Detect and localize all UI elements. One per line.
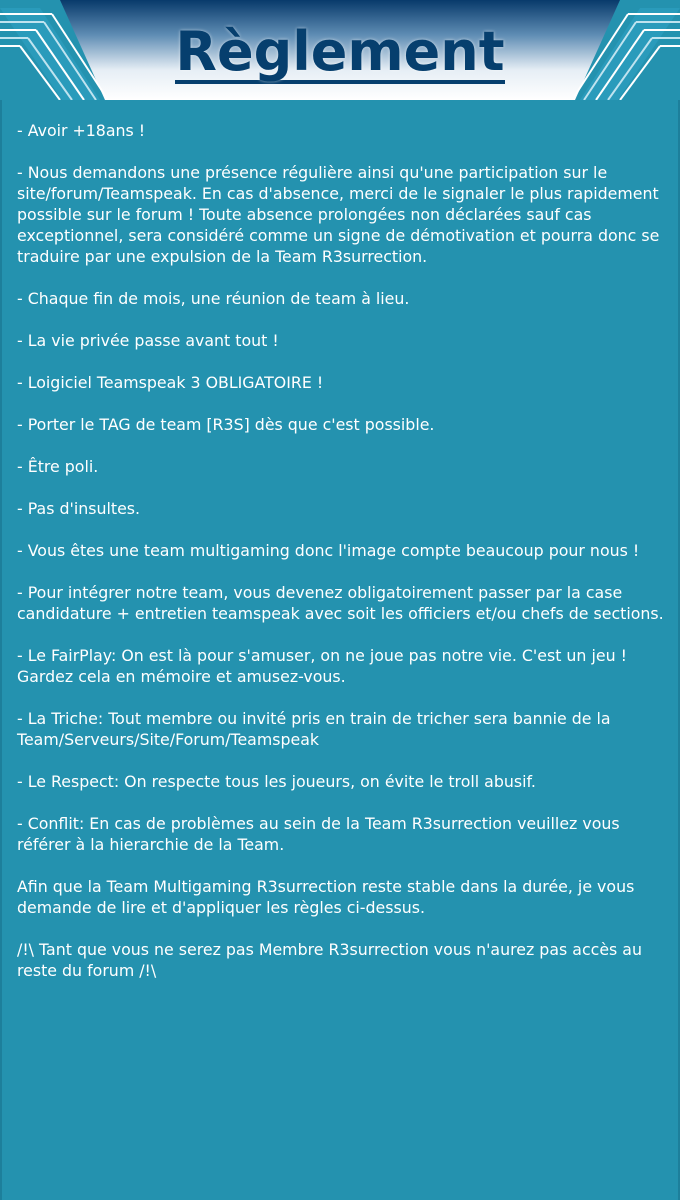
rule-monthly-meeting: - Chaque fin de mois, une réunion de team à lieu. [17,289,410,308]
header-banner [0,0,680,100]
rule-respect: - Le Respect: On respecte tous les joueurs, on évite le troll abusif. [17,772,536,791]
rules-list [17,120,665,1002]
rule-no-insults: - Pas d'insultes. [17,499,141,518]
rule-cheating: - La Triche: Tout membre ou invité pris en train de tricher sera bannie de la Team/Serveurs/Site/Forum/Teamspeak [17,709,611,749]
rules-closing-note: Afin que la Team Multigaming R3surrection reste stable dans la durée, je vous demande de lire et d'appliquer les règles ci-dessus. [17,877,635,917]
rule-private-life: - La vie privée passe avant tout ! [17,331,279,350]
rule-fairplay: - Le FairPlay: On est là pour s'amuser, on ne joue pas notre vie. C'est un jeu ! Gardez cela en mémoire et amusez-vous. [17,646,627,686]
rule-recruitment: - Pour intégrer notre team, vous devenez obligatoirement passer par la case candidature + entretien teamspeak avec soit les officiers et/ou chefs de sections. [17,583,664,623]
page-title-text: Règlement [175,20,505,83]
page-title [0,20,680,84]
rules-access-warning: /!\ Tant que vous ne serez pas Membre R3surrection vous n'aurez pas accès au reste du forum /!\ [17,940,642,980]
frame-left-border [0,100,2,1200]
rule-image: - Vous êtes une team multigaming donc l'image compte beaucoup pour nous ! [17,541,640,560]
rule-teamspeak: - Loigiciel Teamspeak 3 OBLIGATOIRE ! [17,373,324,392]
rule-presence: - Nous demandons une présence régulière ainsi qu'une participation sur le site/forum/Teamspeak. En cas d'absence, merci de le signaler le plus rapidement possible sur le forum ! Toute absence prolongées non déclarées sauf cas exceptionnel, sera considéré comme un signe de démotivation et pourra donc se traduire par une expulsion de la Team R3surrection. [17,163,660,266]
rule-politeness: - Être poli. [17,457,99,476]
rule-tag: - Porter le TAG de team [R3S] dès que c'est possible. [17,415,435,434]
rule-conflict: - Conflit: En cas de problèmes au sein de la Team R3surrection veuillez vous référer à la hierarchie de la Team. [17,814,620,854]
rule-age: - Avoir +18ans ! [17,121,146,140]
